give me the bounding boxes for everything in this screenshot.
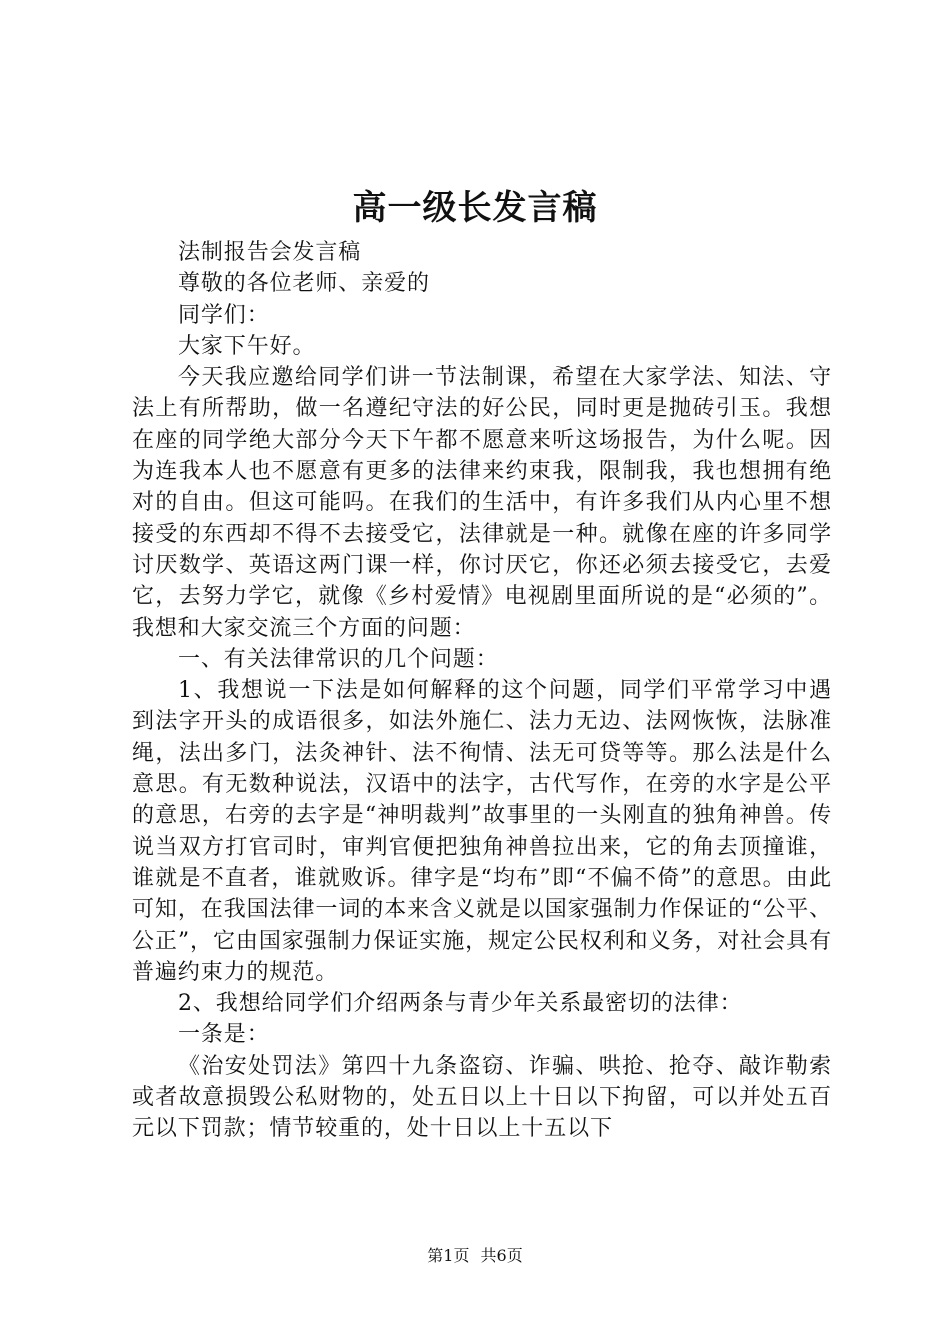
paragraph-section-one: 一、有关法律常识的几个问题： [178,646,499,672]
paragraph-two-laws: 2、我想给同学们介绍两条与青少年关系最密切的法律： [178,991,743,1017]
page-total: 共6页 [480,1246,523,1265]
paragraph-heading: 法制报告会发言稿 [178,240,362,265]
document-title: 高一级长发言稿 [352,188,598,228]
paragraph-intro: 今天我应邀给同学们讲一节法制课，希望在大家学法、知法、守法上有所帮助，做一名遵纪守法的好公民，同时更是抛砖引玉。我想在座的同学绝大部分今天下午都不愿意来听这场报告，为什么呢。因为连我本人也不愿意有更多的法律来约束我，限制我，我也想拥有绝对的自由。但这可能吗。在我们的生活中，有许多我们从内心里不想接受的东西却不得不去接受它，法律就是一种。就像在座的许多同学讨厌数学、英语这两门课一样，你讨厌它，你还必须去接受它，去爱它，去努力学它，就像《乡村爱情》电视剧里面所说的是“必须的”。我想和大家交流三个方面的问题： [132,365,832,641]
paragraph-salutation-cont: 同学们： [178,302,270,328]
paragraph-salutation: 尊敬的各位老师、亲爱的 [178,271,430,297]
document-body [132,237,832,1145]
paragraph-law-meaning: 1、我想说一下法是如何解释的这个问题，同学们平常学习中遇到法字开头的成语很多，如法外施仁、法力无边、法网恢恢，法脉准绳，法出多门，法灸神针、法不徇情、法无可贷等等。那么法是什么意思。有无数种说法，汉语中的法字，古代写作，在旁的水字是公平的意思，右旁的去字是“神明裁判”故事里的一头刚直的独角神兽。传说当双方打官司时，审判官便把独角神兽拉出来，它的角去顶撞谁，谁就是不直者，谁就败诉。律字是“均布”即“不偏不倚”的意思。由此可知，在我国法律一词的本来含义就是以国家强制力作保证的“公平、公正”，它由国家强制力保证实施，规定公民权利和义务，对社会具有普遍约束力的规范。 [132,678,832,985]
page-footer [0,1245,950,1267]
paragraph-article-49: 《治安处罚法》第四十九条盗窃、诈骗、哄抢、抢夺、敲诈勒索或者故意损毁公私财物的，处五日以上十日以下拘留，可以并处五百元以下罚款；情节较重的，处十日以上十五以下 [132,1053,832,1142]
page-current: 第1页 [427,1246,470,1265]
paragraph-greeting: 大家下午好。 [178,333,316,359]
paragraph-first-law: 一条是： [178,1022,270,1048]
